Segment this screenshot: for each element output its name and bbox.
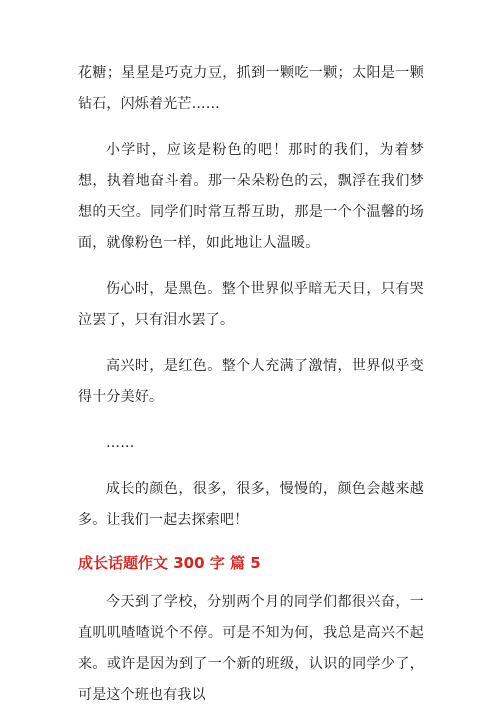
paragraph-conclusion: 成长的颜色，很多，很多，慢慢的，颜色会越来越多。让我们一起去探索吧！ — [78, 481, 424, 528]
document-page — [78, 58, 424, 711]
paragraph-ellipsis: …… — [106, 435, 135, 451]
paragraph-happy: 高兴时，是红色。整个人充满了激情，世界似乎变得十分美好。 — [78, 358, 424, 405]
paragraph-essay-5: 今天到了学校，分别两个月的同学们都很兴奋，一直叽叽喳喳说个不停。可是不知为何，我总是高兴不起来。或许是因为到了一个新的班级，认识的同学少了，可是这个班也有我以 — [78, 594, 424, 703]
paragraph-continuation: 花糖；星星是巧克力豆，抓到一颗吃一颗；太阳是一颗钻石，闪烁着光芒…… — [78, 65, 424, 112]
paragraph-primary-school: 小学时，应该是粉色的吧！那时的我们，为着梦想，执着地奋斗着。那一朵朵粉色的云，飘浮在我们梦想的天空。同学们时常互帮互助，那是一个个温馨的场面，就像粉色一样，如此地让人温暖。 — [78, 142, 424, 251]
section-heading: 成长话题作文 300 字 篇 5 — [78, 554, 261, 572]
paragraph-sad: 伤心时，是黑色。整个世界似乎暗无天日，只有哭泣罢了，只有泪水罢了。 — [78, 281, 424, 328]
